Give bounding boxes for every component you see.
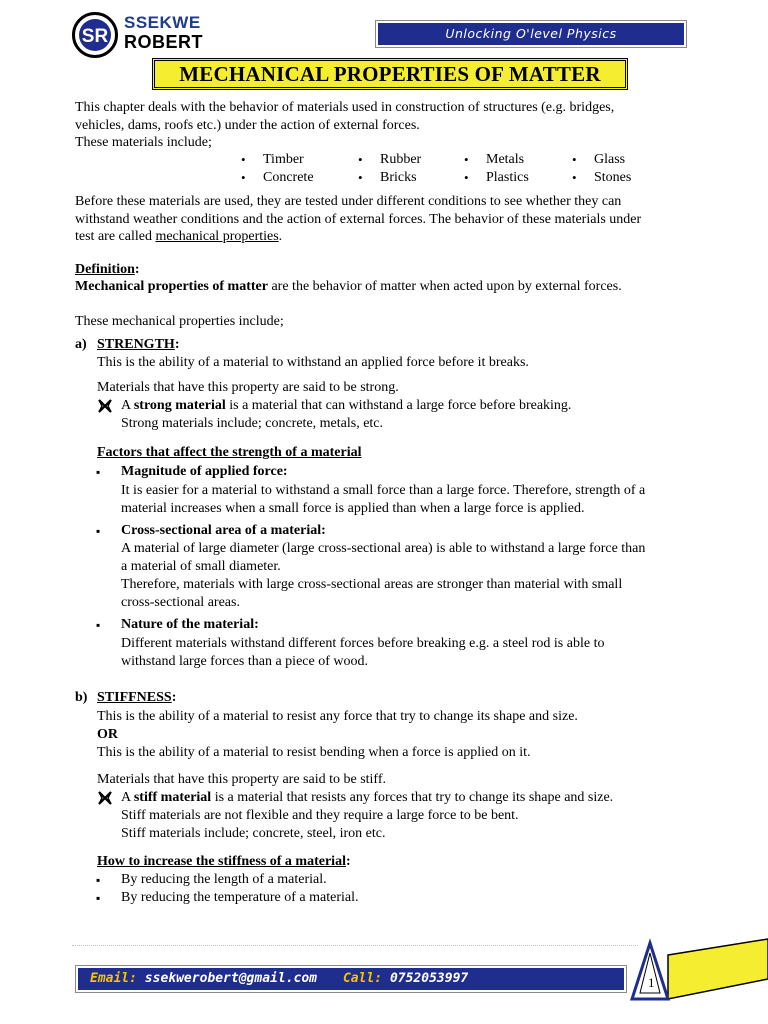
brand-name: SSEKWE bbox=[124, 13, 201, 32]
stiff-line-3: Stiff materials include; concrete, steel, iron etc. bbox=[121, 826, 386, 841]
increase-heading: How to increase the stiffness of a material: bbox=[97, 854, 351, 869]
footer-divider bbox=[72, 945, 638, 947]
factor-line: withstand large forces than a piece of wood. bbox=[121, 654, 368, 669]
factor-line: It is easier for a material to withstand a small force than a large force. Therefore, strength of a bbox=[121, 483, 646, 498]
footer-contact-text: Email: ssekwerobert@gmail.com Call: 0752053997 bbox=[78, 968, 624, 990]
factor-line: material increases when a small force is applied than when a large force is applied. bbox=[121, 501, 585, 516]
definition-heading: Definition: bbox=[75, 262, 140, 277]
include-line: These mechanical properties include; bbox=[75, 314, 284, 329]
section-label-b: b) bbox=[75, 690, 88, 705]
testing-line-1: Before these materials are used, they are tested under different conditions to see whether they can bbox=[75, 194, 622, 209]
increase-item: ▪ By reducing the length of a material. bbox=[121, 871, 327, 889]
material-item: • Concrete bbox=[263, 169, 314, 187]
stiffness-definition-2: This is the ability of a material to resist bending when a force is applied on it. bbox=[97, 745, 531, 760]
factor-line: A material of large diameter (large cross-sectional area) is able to withstand a large force than bbox=[121, 541, 646, 556]
factor-line: a material of small diameter. bbox=[121, 559, 281, 574]
material-item: • Metals bbox=[486, 151, 524, 169]
material-item: • Timber bbox=[263, 151, 304, 169]
brand-sub: ROBERT bbox=[124, 32, 203, 52]
factors-heading: Factors that affect the strength of a material bbox=[97, 445, 362, 460]
material-item: • Stones bbox=[594, 169, 631, 187]
strong-examples: Strong materials include; concrete, metals, etc. bbox=[121, 416, 384, 431]
material-item: • Plastics bbox=[486, 169, 529, 187]
stiff-line-2: Stiff materials are not flexible and they require a large force to be bent. bbox=[121, 808, 519, 823]
cross-bullet-icon bbox=[97, 790, 113, 806]
footer-email: ssekwerobert@gmail.com bbox=[136, 971, 317, 986]
material-item: • Rubber bbox=[380, 151, 421, 169]
factor-title: ▪ Cross-sectional area of a material: bbox=[121, 522, 326, 540]
factor-line: cross-sectional areas. bbox=[121, 595, 240, 610]
footer-contact-bar bbox=[75, 965, 627, 993]
stiffness-definition-1: This is the ability of a material to resist any force that try to change its shape and size. bbox=[97, 709, 578, 724]
page-title: MECHANICAL PROPERTIES OF MATTER bbox=[152, 58, 628, 90]
strong-material-line: A strong material is a material that can withstand a large force before breaking. bbox=[121, 398, 572, 413]
increase-item: ▪ By reducing the temperature of a material. bbox=[121, 889, 359, 907]
tagline-banner bbox=[375, 20, 687, 48]
factor-title: ▪ Nature of the material: bbox=[121, 616, 259, 634]
factor-line: Different materials withstand different forces before breaking e.g. a steel rod is able to bbox=[121, 636, 605, 651]
strength-definition: This is the ability of a material to withstand an applied force before it breaks. bbox=[97, 355, 529, 370]
intro-line-1: This chapter deals with the behavior of materials used in construction of structures (e.g. bridges, bbox=[75, 100, 615, 115]
testing-line-3: test are called mechanical properties. bbox=[75, 229, 283, 244]
strength-said: Materials that have this property are said to be strong. bbox=[97, 380, 399, 395]
cross-bullet-icon bbox=[97, 398, 113, 414]
strength-heading: STRENGTH: bbox=[97, 337, 180, 352]
logo-letters: SR bbox=[81, 26, 109, 47]
stiffness-heading: STIFFNESS: bbox=[97, 690, 177, 705]
footer-phone: 0752053997 bbox=[382, 971, 469, 986]
section-label-a: a) bbox=[75, 337, 87, 352]
intro-line-2: vehicles, dams, roofs etc.) under the action of external forces. bbox=[75, 118, 420, 133]
or-text: OR bbox=[97, 727, 118, 742]
stiffness-said: Materials that have this property are said to be stiff. bbox=[97, 772, 386, 787]
stiff-material-line: A stiff material is a material that resists any forces that try to change its shape and size. bbox=[121, 790, 614, 805]
factor-title: ▪ Magnitude of applied force: bbox=[121, 463, 288, 481]
material-item: • Glass bbox=[594, 151, 625, 169]
tagline-text: Unlocking O'level Physics bbox=[378, 23, 684, 45]
ssekwe-robert-logo bbox=[72, 12, 118, 58]
definition-text: Mechanical properties of matter are the behavior of matter when acted upon by external forces. bbox=[75, 279, 622, 294]
testing-line-2: withstand weather conditions and the action of external forces. The behavior of these materials under bbox=[75, 212, 642, 227]
intro-line-3: These materials include; bbox=[75, 135, 212, 150]
factor-line: Therefore, materials with large cross-sectional areas are stronger than material with small bbox=[121, 577, 623, 592]
mechanical-properties-term: mechanical properties bbox=[155, 229, 279, 244]
material-item: • Bricks bbox=[380, 169, 417, 187]
page-number: 1 bbox=[648, 975, 655, 990]
